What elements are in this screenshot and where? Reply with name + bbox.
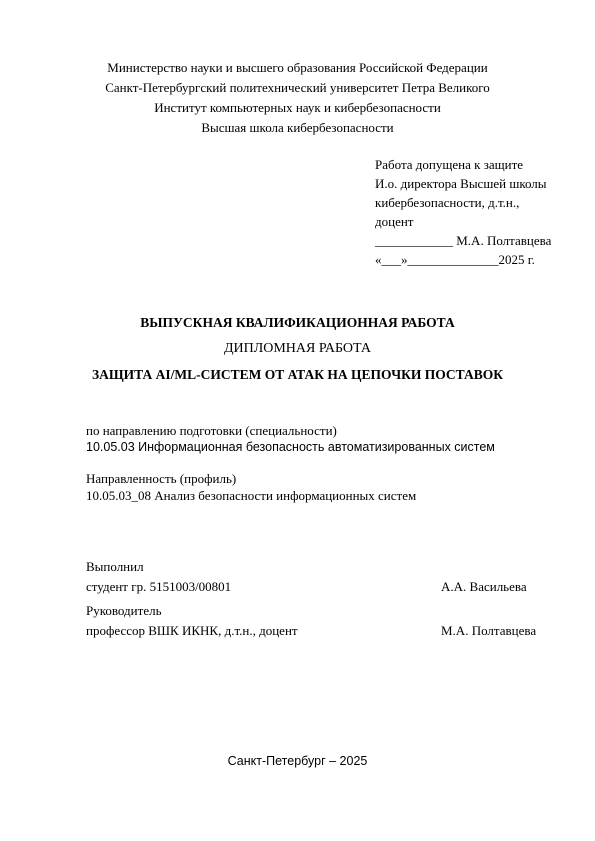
supervisor-name: М.А. Полтавцева: [441, 623, 537, 638]
profile-value: 10.05.03_08 Анализ безопасности информационных систем: [86, 488, 417, 503]
institution-header: [0, 58, 595, 138]
work-topic: ЗАЩИТА AI/ML-СИСТЕМ ОТ АТАК НА ЦЕПОЧКИ ПОСТАВОК: [91, 367, 504, 382]
approval-line-1: Работа допущена к защите: [375, 157, 524, 172]
approval-signature-line: ____________ М.А. Полтавцева: [375, 233, 552, 248]
institute-line: Институт компьютерных наук и кибербезопасности: [154, 100, 441, 115]
profile-block: [86, 470, 416, 504]
city-year: Санкт-Петербург – 2025: [227, 754, 368, 768]
work-type: ДИПЛОМНАЯ РАБОТА: [223, 341, 371, 356]
direction-label: по направлению подготовки (специальности): [86, 423, 337, 438]
performer-block: [86, 557, 556, 597]
performer-name: А.А. Васильева: [441, 579, 527, 594]
performer-role: студент гр. 5151003/00801: [86, 579, 232, 594]
supervisor-role: профессор ВШК ИКНК, д.т.н., доцент: [86, 623, 298, 638]
university-line: Санкт-Петербургский политехнический университет Петра Великого: [105, 80, 490, 95]
performer-label: Выполнил: [86, 559, 144, 574]
supervisor-label: Руководитель: [86, 603, 162, 618]
direction-block: [86, 422, 495, 456]
approval-line-2: И.о. директора Высшей школы: [375, 176, 547, 191]
ministry-line: Министерство науки и высшего образования Российской Федерации: [107, 60, 488, 75]
supervisor-block: [86, 601, 556, 641]
approval-block: [375, 155, 590, 269]
approval-line-4: доцент: [375, 214, 414, 229]
direction-value: 10.05.03 Информационная безопасность автоматизированных систем: [86, 440, 495, 454]
approval-line-3: кибербезопасности, д.т.н.,: [375, 195, 520, 210]
approval-date-line: «___»______________2025 г.: [375, 252, 535, 267]
profile-label: Направленность (профиль): [86, 471, 237, 486]
school-line: Высшая школа кибербезопасности: [201, 120, 394, 135]
work-title: ВЫПУСКНАЯ КВАЛИФИКАЦИОННАЯ РАБОТА: [140, 315, 455, 330]
